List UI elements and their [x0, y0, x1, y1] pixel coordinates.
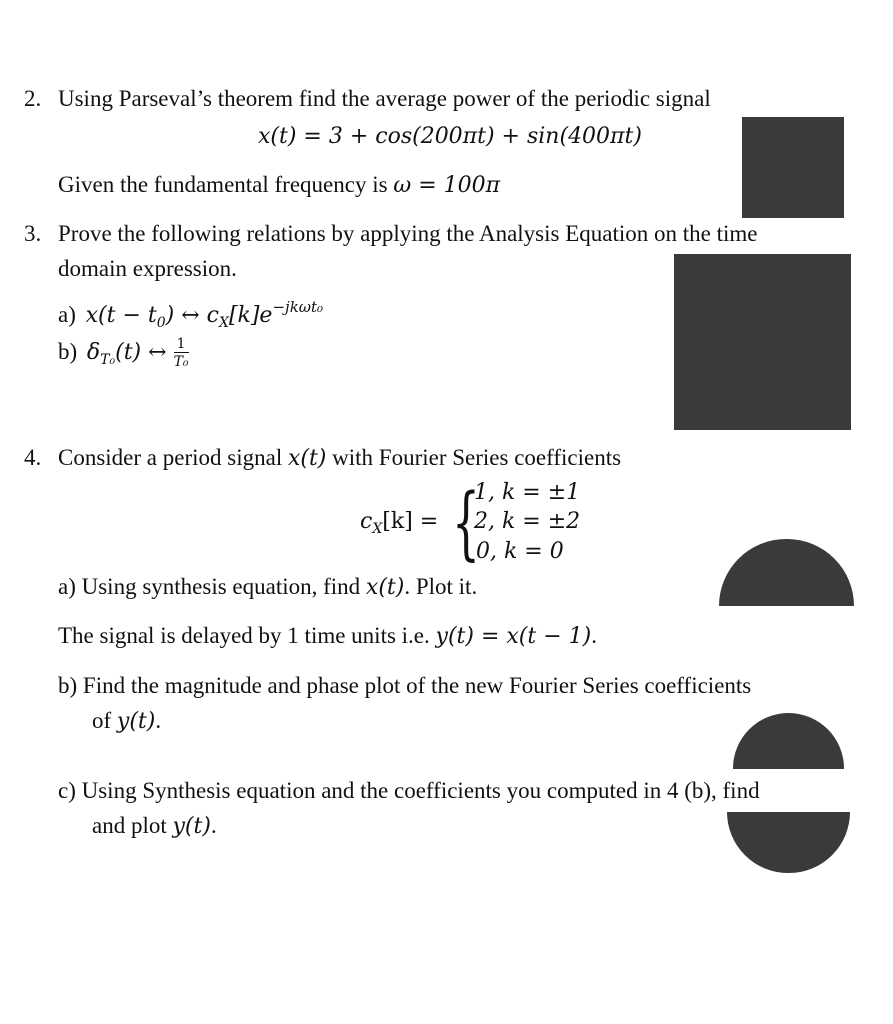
q4-lhs: [360, 507, 438, 544]
q3-prompt-line2: domain expression.: [58, 256, 237, 281]
q4-b-text-line1: Find the magnitude and phase plot of the new Fourier Series coefficients: [82, 673, 752, 698]
q3-a-label: a): [58, 302, 76, 327]
q4-b-line2-math: y(t): [116, 709, 156, 734]
q2-equation: x(t) = 3 + cos(200πt) + sin(400πt): [258, 124, 642, 149]
q4-c-line2-pre: and plot: [92, 813, 167, 838]
q4-prompt-post: with Fourier Series coefficients: [332, 445, 622, 470]
q4-part-a: [58, 572, 477, 603]
q2-number: 2.: [24, 86, 42, 111]
q3-b-sub: T₀: [100, 351, 116, 368]
q3-a-math-sup: −jkωt₀: [272, 298, 324, 316]
q3-b-mid: (t) ↔: [115, 339, 167, 365]
q4-lhs-sub: X: [372, 521, 383, 537]
q4-prompt-math: x(t): [287, 446, 327, 471]
q4-lhs-c: c: [360, 509, 373, 534]
q4-case-3: 0, k = 0: [476, 539, 564, 564]
q4-c-label: c): [58, 778, 76, 803]
q3-b-delta: δ: [86, 339, 101, 365]
q2-given-text: Given the fundamental frequency is: [58, 172, 388, 197]
q4-prompt-pre: Consider a period signal: [58, 445, 283, 470]
q4-c-line2-math: y(t): [172, 814, 211, 839]
q3-a-math-sub2: X: [218, 315, 229, 331]
q3-part-a: [58, 292, 323, 338]
q3-part-b: [58, 336, 189, 375]
redaction-semicircle-1: [719, 539, 854, 606]
q3-b-fraction: [174, 336, 189, 371]
q3-b-numerator: 1: [174, 336, 189, 353]
q3-prompt-line1: Prove the following relations by applying the Analysis Equation on the time: [58, 221, 758, 246]
redaction-semicircle-3: [727, 812, 850, 873]
q4-a-math: x(t): [365, 575, 405, 600]
redaction-box-2: [674, 254, 851, 430]
q4-prompt: [58, 443, 621, 474]
q4-c-line2-post: .: [210, 813, 217, 838]
q4-lhs-tail: [k] =: [382, 509, 439, 534]
q4-part-b-line2: [92, 706, 161, 737]
q4-a-label: a): [58, 574, 76, 599]
q3-b-denominator: T₀: [173, 354, 189, 370]
q2-prompt: Using Parseval’s theorem find the average power of the periodic signal: [58, 86, 711, 111]
q2-given-line: [58, 170, 500, 201]
q3-a-math-tail: [k]e: [228, 303, 273, 328]
q4-b-label: b): [58, 673, 78, 698]
q4-delay-pre: The signal is delayed by 1 time units i.e.: [58, 623, 430, 648]
q4-part-c-line1: [58, 776, 760, 806]
q4-b-line2-post: .: [155, 708, 162, 733]
q3-a-math-sub: 0: [156, 315, 166, 331]
q4-case-1: 1, k = ±1: [474, 480, 581, 505]
q4-c-text-line1: Using Synthesis equation and the coefficients you computed in 4 (b), find: [81, 778, 760, 803]
q3-a-math-mid: ) ↔ c: [165, 303, 219, 328]
q4-a-text-post: . Plot it.: [404, 574, 478, 599]
q4-delay-post: .: [591, 623, 597, 648]
q4-case-2: 2, k = ±2: [474, 509, 581, 534]
q4-delay-line: [58, 621, 597, 652]
q4-part-c-line2: [92, 811, 217, 842]
q3-a-math-main: x(t − t: [85, 303, 157, 328]
redaction-box-1: [742, 117, 844, 218]
q4-delay-math: y(t) = x(t − 1): [435, 624, 592, 649]
q2-given-math: ω = 100π: [393, 173, 501, 198]
q4-part-b-line1: [58, 671, 751, 701]
q3-number: 3.: [24, 221, 42, 246]
redaction-semicircle-2: [733, 713, 844, 769]
q4-a-text-pre: Using synthesis equation, find: [81, 574, 361, 599]
q4-b-line2-pre: of: [92, 708, 112, 733]
q4-cases-brace: {: [452, 476, 480, 569]
q3-b-label: b): [58, 338, 78, 364]
q4-number: 4.: [24, 445, 42, 470]
